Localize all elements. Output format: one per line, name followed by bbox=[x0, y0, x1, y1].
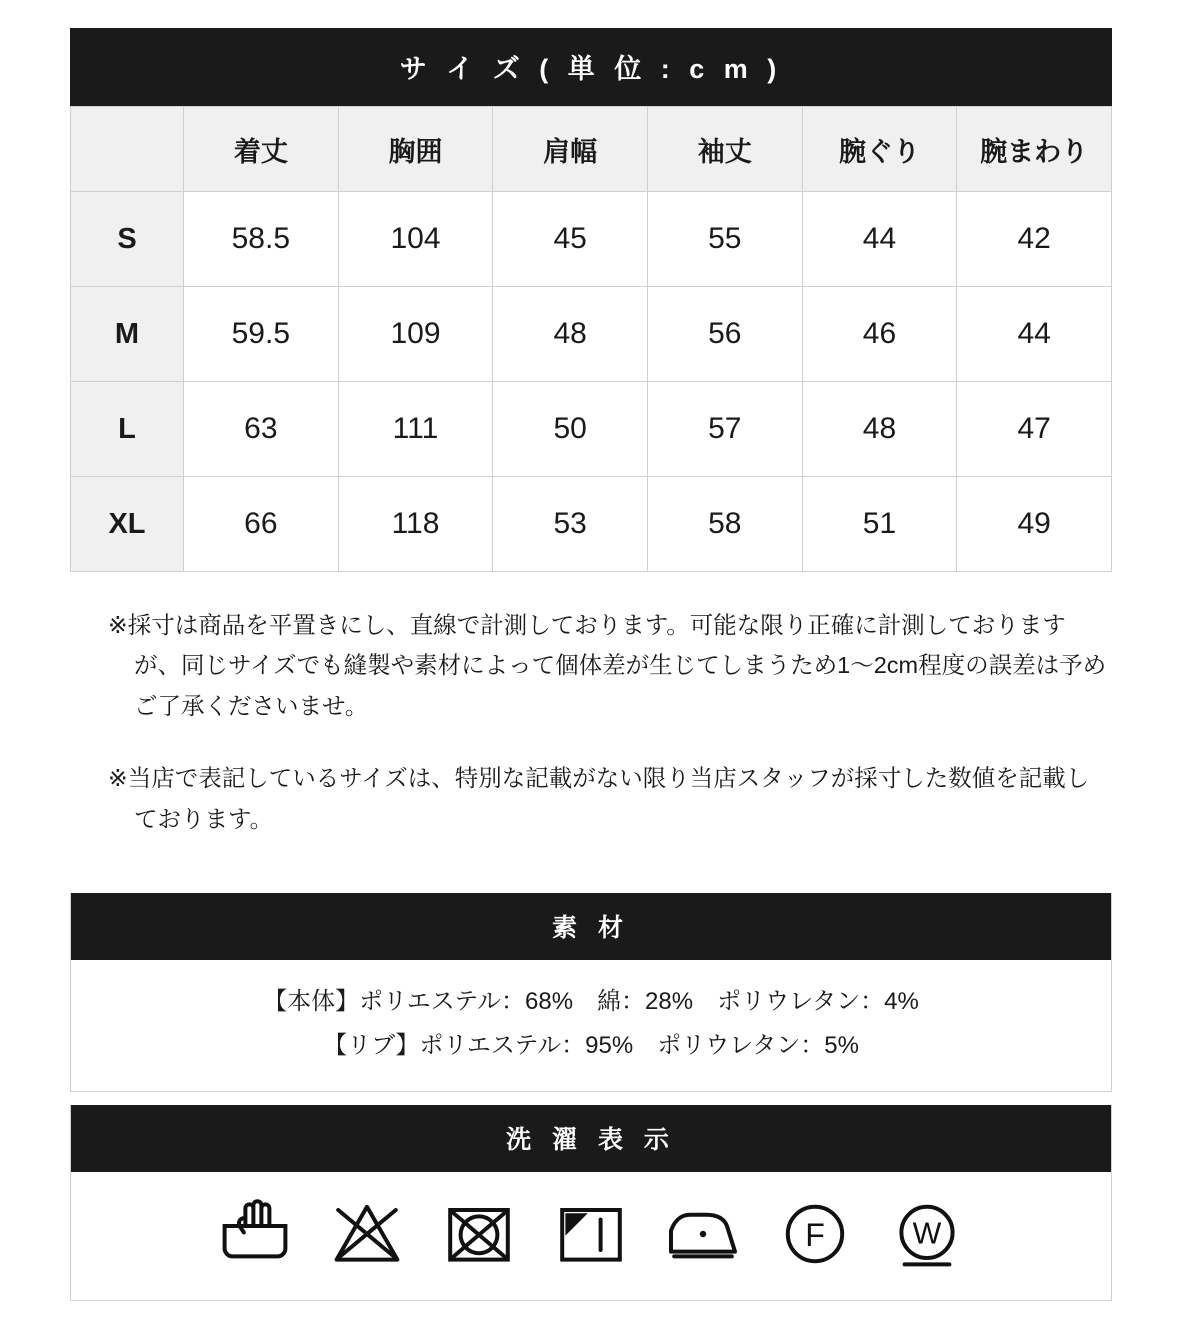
cell-xl-shoulder-width: 53 bbox=[493, 477, 648, 572]
column-header-armhole: 腕ぐり bbox=[802, 107, 957, 192]
do-not-tumble-dry-icon bbox=[436, 1194, 522, 1274]
cell-l-shoulder-width: 50 bbox=[493, 382, 648, 477]
wash-care-icons bbox=[71, 1172, 1111, 1300]
cell-l-armhole: 48 bbox=[802, 382, 957, 477]
cell-l-arm-circumference: 47 bbox=[957, 382, 1112, 477]
cell-xl-sleeve-length: 58 bbox=[647, 477, 802, 572]
cell-m-sleeve-length: 56 bbox=[647, 287, 802, 382]
cell-s-sleeve-length: 55 bbox=[647, 192, 802, 287]
cell-m-body-length: 59.5 bbox=[184, 287, 339, 382]
cell-m-chest: 109 bbox=[338, 287, 493, 382]
svg-text:W: W bbox=[912, 1216, 942, 1251]
cell-l-sleeve-length: 57 bbox=[647, 382, 802, 477]
cell-xl-body-length: 66 bbox=[184, 477, 339, 572]
cell-xl-arm-circumference: 49 bbox=[957, 477, 1112, 572]
cell-m-shoulder-width: 48 bbox=[493, 287, 648, 382]
cell-l-chest: 111 bbox=[338, 382, 493, 477]
wet-clean-icon bbox=[884, 1194, 970, 1274]
row-label-l: L bbox=[71, 382, 184, 477]
measurement-notes bbox=[108, 605, 1108, 871]
column-header-shoulder-width: 肩幅 bbox=[493, 107, 648, 192]
note-measurement-tolerance bbox=[108, 605, 1108, 726]
row-label-xl: XL bbox=[71, 477, 184, 572]
wash-care-section-title: 洗 濯 表 示 bbox=[71, 1105, 1111, 1172]
size-section bbox=[70, 28, 1112, 572]
table-header-row bbox=[71, 107, 1112, 192]
hand-wash-icon bbox=[212, 1194, 298, 1274]
table-row bbox=[71, 382, 1112, 477]
svg-text:F: F bbox=[805, 1217, 825, 1253]
note-staff-measured bbox=[108, 758, 1108, 839]
table-row bbox=[71, 287, 1112, 382]
cell-s-body-length: 58.5 bbox=[184, 192, 339, 287]
material-section-body bbox=[71, 960, 1111, 1091]
dry-clean-petroleum-icon bbox=[772, 1194, 858, 1274]
cell-xl-chest: 118 bbox=[338, 477, 493, 572]
iron-low-temperature-icon bbox=[660, 1194, 746, 1274]
cell-s-arm-circumference: 42 bbox=[957, 192, 1112, 287]
cell-m-armhole: 46 bbox=[802, 287, 957, 382]
table-row bbox=[71, 192, 1112, 287]
material-line-shell: 【本体】ポリエステル：68% 綿：28% ポリウレタン：4% bbox=[263, 988, 919, 1015]
cell-m-arm-circumference: 44 bbox=[957, 287, 1112, 382]
column-header-chest: 胸囲 bbox=[338, 107, 493, 192]
column-header-arm-circumference: 腕まわり bbox=[957, 107, 1112, 192]
cell-l-body-length: 63 bbox=[184, 382, 339, 477]
table-corner-cell bbox=[71, 107, 184, 192]
table-row bbox=[71, 477, 1112, 572]
note-measurement-tolerance-text: ※採寸は商品を平置きにし、直線で計測しております。可能な限り正確に計測しておりますが、同じサイズでも縫製や素材によって個体差が生じてしまうため1〜2cm程度の誤差は予めご了承くださいませ。 bbox=[108, 612, 1107, 719]
cell-xl-armhole: 51 bbox=[802, 477, 957, 572]
column-header-body-length: 着丈 bbox=[184, 107, 339, 192]
material-section bbox=[70, 893, 1112, 1092]
material-section-title: 素 材 bbox=[71, 893, 1111, 960]
material-line-rib: 【リブ】ポリエステル：95% ポリウレタン：5% bbox=[323, 1032, 859, 1060]
note-staff-measured-text: ※当店で表記しているサイズは、特別な記載がない限り当店スタッフが採寸した数値を記載しております。 bbox=[108, 765, 1090, 832]
size-table bbox=[70, 106, 1112, 572]
drip-dry-in-shade-icon bbox=[548, 1194, 634, 1274]
cell-s-armhole: 44 bbox=[802, 192, 957, 287]
cell-s-shoulder-width: 45 bbox=[493, 192, 648, 287]
wash-care-section bbox=[70, 1105, 1112, 1301]
row-label-m: M bbox=[71, 287, 184, 382]
cell-s-chest: 104 bbox=[338, 192, 493, 287]
row-label-s: S bbox=[71, 192, 184, 287]
do-not-bleach-icon bbox=[324, 1194, 410, 1274]
column-header-sleeve-length: 袖丈 bbox=[647, 107, 802, 192]
size-section-title: サ イ ズ ( 単 位 : c m ) bbox=[70, 28, 1112, 106]
